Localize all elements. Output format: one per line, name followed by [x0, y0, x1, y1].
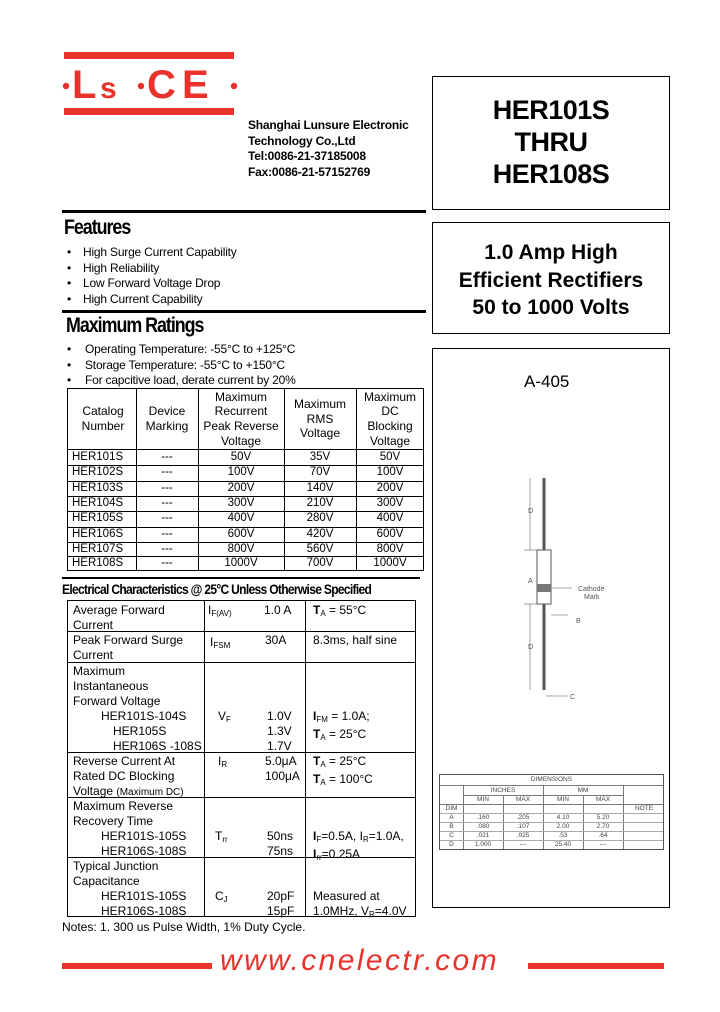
feature-item: • High Reliability [63, 261, 237, 277]
table-row: HER105S --- 400V 280V 400V [72, 512, 404, 524]
company-name-line2: Technology Co.,Ltd [248, 133, 356, 148]
table-row: HER101S --- 50V 35V 50V [72, 451, 401, 463]
electrical-table [67, 600, 416, 917]
table-header [68, 389, 423, 450]
param-peak-surge: Peak Forward Surge Current [73, 633, 184, 662]
sym-ifsm: $I_{FSM}$ [210, 635, 231, 650]
dim-r1-c1: .080 [476, 823, 490, 830]
dim-h-max2: MAX [595, 796, 611, 803]
company-fax: Fax:0086-21-57152769 [248, 164, 371, 179]
cond-forward-voltage: $I_{FM} = 1.0A$; $T_A = 25^\circ C$ [313, 709, 370, 742]
col-catalog: Catalog Number [81, 404, 125, 433]
logo-bottom-bar [64, 108, 234, 115]
table-row: HER108S --- 1000V 700V 1000V [72, 557, 407, 569]
col-rms: Maximum RMS Voltage [293, 397, 346, 441]
dim-label-d-bottom: D [528, 644, 534, 651]
features-list [63, 245, 237, 307]
col-marking: Device Marking [145, 404, 189, 433]
max-ratings-heading: Maximum Ratings [66, 314, 204, 337]
dim-r2-c0: C [449, 832, 454, 839]
dim-r2-c2: .025 [516, 832, 530, 839]
table-row: HER104S --- 300V 210V 300V [72, 497, 404, 509]
company-info [248, 118, 409, 180]
rating-note: • Storage Temperature: -55°C to +150°C [63, 358, 296, 374]
cond-junction-capacitance: Measured at 1.0MHz, $V_R=4.0V$ [313, 889, 407, 919]
features-top-rule [62, 210, 426, 213]
dim-r0-c4: 5.20 [596, 814, 610, 821]
vals-reverse-current: 5.0μA 100μA [265, 754, 300, 783]
table-row: HER102S --- 100V 70V 100V [72, 466, 404, 478]
table-row: HER107S --- 800V 560V 800V [72, 542, 404, 555]
title-line1: HER101S [492, 95, 610, 125]
val-avg-forward: 1.0 A [264, 603, 292, 617]
val-peak-surge: 30A [265, 633, 287, 647]
subtitle-line3: 50 to 1000 Volts [472, 296, 630, 319]
title-line2: THRU [514, 127, 588, 157]
dim-h-min2: MIN [557, 796, 569, 803]
rating-note: • For capcitive load, derate current by 20% [63, 373, 296, 389]
svg-text:L: L [72, 63, 97, 106]
feature-item: • High Surge Current Capability [63, 245, 237, 261]
dim-r2-c4: .64 [598, 832, 608, 839]
dim-title: DIMENSIONS [530, 776, 573, 783]
sym-vf: $V_F$ [218, 709, 231, 724]
col-peak-reverse: Maximum Recurrent Peak Reverse Voltage [203, 389, 279, 448]
electrical-top-rule [62, 577, 420, 579]
dim-label-c: C [570, 694, 576, 701]
divider [204, 601, 205, 916]
dim-group-inches: INCHES [490, 787, 516, 794]
svg-text:s: s [100, 72, 117, 105]
dim-r3-c0: D [449, 841, 454, 848]
description-box [432, 222, 670, 334]
cond-reverse-current: $T_A = 25^\circ C$ $T_A = 100^\circ C$ [313, 754, 373, 787]
sym-ir: $I_R$ [218, 754, 228, 769]
dim-r3-c4: --- [599, 841, 607, 848]
dim-r1-c3: 2.00 [556, 823, 570, 830]
vals-recovery-time: 50ns 75ns [267, 829, 294, 858]
dim-h-max1: MAX [515, 796, 531, 803]
diode-drawing [510, 470, 630, 710]
cathode-mark-label: Cathode Mark [578, 586, 605, 601]
part-number-box [432, 76, 670, 210]
divider [305, 601, 306, 916]
cond-peak-surge: 8.3ms, half sine [313, 633, 398, 647]
ratings-top-rule [62, 310, 426, 313]
dim-r0-c0: A [449, 814, 454, 821]
col-dc-blocking: Maximum DC Blocking Voltage [363, 389, 416, 448]
cond-avg-forward: $T_A = 55^\circ C$ [313, 603, 367, 618]
rating-note: • Operating Temperature: -55°C to +125°C [63, 342, 296, 358]
vals-forward-voltage: 1.0V 1.3V 1.7V [267, 709, 292, 753]
footer-bar-right [528, 963, 664, 969]
subtitle-line1: 1.0 Amp High [484, 241, 618, 264]
dim-label-a: A [528, 578, 533, 585]
param-recovery-time: Maximum Reverse Recovery Time HER101S-105S HER106S-108S [73, 799, 187, 858]
company-tel: Tel:0086-21-37185008 [248, 149, 366, 163]
sym-cj: $C_J$ [215, 889, 228, 904]
param-reverse-current: Reverse Current At Rated DC Blocking Voltage (Maximum DC) [73, 754, 184, 798]
dim-r1-c0: B [449, 823, 454, 830]
notes: Notes: 1. 300 us Pulse Width, 1% Duty Cycle. [62, 920, 306, 934]
dim-r0-c3: 4.10 [556, 814, 570, 821]
dim-h-note: NOTE [634, 805, 654, 812]
table-row: HER106S --- 600V 420V 600V [72, 527, 404, 540]
dim-r3-c3: 25.40 [554, 841, 572, 848]
cond-recovery-time: $I_F=0.5A$, $I_R=1.0A$, $I_{rr}=0.25A$ [313, 829, 404, 862]
table-row: HER103S --- 200V 140V 200V [72, 481, 404, 494]
dim-label-b: B [576, 618, 581, 625]
ratings-notes-list [63, 342, 296, 389]
max-ratings-table [67, 388, 424, 571]
dim-h-min1: MIN [477, 796, 489, 803]
param-avg-forward: Average Forward Current [73, 603, 165, 632]
dim-r2-c3: .53 [558, 832, 568, 839]
dim-r2-c1: .021 [476, 832, 490, 839]
dim-label-d-top: D [528, 508, 534, 515]
param-junction-capacitance: Typical Junction Capacitance HER101S-105S HER106S-108S [73, 859, 187, 918]
dim-h-dim: DIM [445, 805, 458, 812]
package-name: A-405 [524, 372, 570, 391]
svg-text:C: C [147, 63, 176, 106]
svg-text:E: E [182, 63, 209, 106]
footer-bar-left [62, 963, 212, 969]
feature-item: • Low Forward Voltage Drop [63, 276, 237, 292]
feature-item: • High Current Capability [63, 292, 237, 308]
features-heading: Features [64, 216, 131, 239]
title-line3: HER108S [492, 159, 610, 189]
dimensions-table [439, 774, 664, 850]
dim-r1-c2: .107 [516, 823, 530, 830]
sym-if-av: $I_{F(AV)}$ [208, 603, 232, 618]
electrical-heading: Electrical Characteristics @ 25°C Unless Otherwise Specified [62, 581, 372, 597]
footer-url[interactable]: www.cnelectr.com [220, 944, 500, 977]
dim-r1-c4: 2.70 [596, 823, 610, 830]
dim-r3-c2: --- [519, 841, 527, 848]
dim-group-mm: MM [577, 787, 589, 794]
vals-junction-capacitance: 20pF 15pF [267, 889, 295, 918]
param-forward-voltage: Maximum Instantaneous Forward Voltage HER101S-104S HER105S HER106S -108S [73, 664, 202, 753]
dim-r0-c2: .205 [516, 814, 530, 821]
dim-r3-c1: 1.000 [474, 841, 492, 848]
subtitle-line2: Efficient Rectifiers [458, 268, 644, 292]
sym-trr: $T_{rr}$ [215, 829, 228, 844]
company-logo [58, 58, 240, 106]
dim-r0-c1: .160 [476, 814, 490, 821]
company-name-line1: Shanghai Lunsure Electronic [248, 118, 409, 132]
